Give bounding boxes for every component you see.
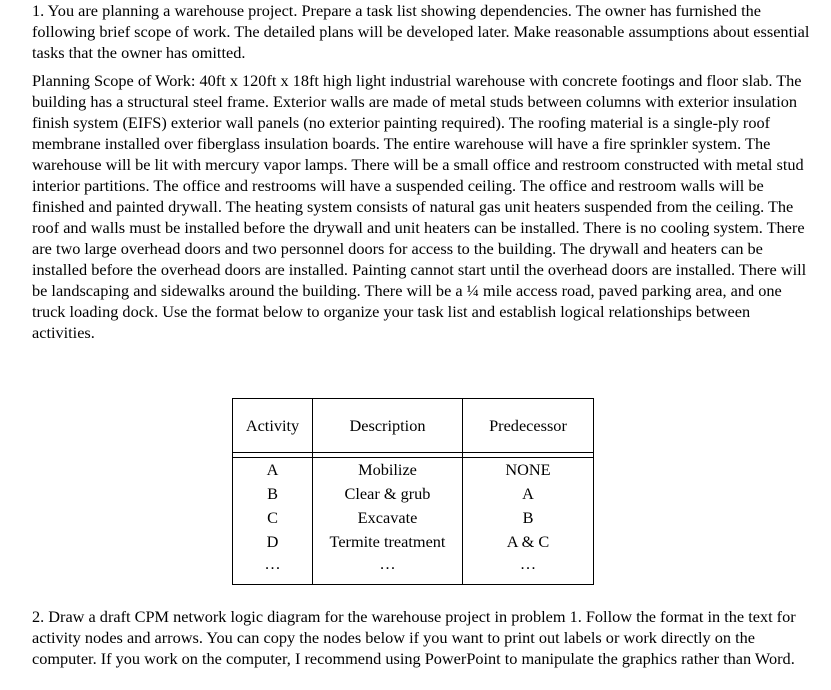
predecessor-cell: B xyxy=(463,506,594,530)
description-cell: Termite treatment xyxy=(313,530,463,554)
header-description: Description xyxy=(313,399,463,453)
activity-cell: D xyxy=(233,530,313,554)
activity-cell: C xyxy=(233,506,313,530)
activity-cell: B xyxy=(233,482,313,506)
description-cell: Clear & grub xyxy=(313,482,463,506)
table-row xyxy=(233,506,594,530)
scope-of-work: Planning Scope of Work: 40ft x 120ft x 18ft high light industrial warehouse with concrete footings and floor slab. The building has a structural steel frame. Exterior walls are made of metal studs between columns with exterior insulation finish system (EIFS) exterior wall panels (no exterior painting required). The roofing material is a single-ply roof membrane installed over fiberglass insulation boards. The entire warehouse will have a fire sprinkler system. The warehouse will be lit with mercury vapor lamps. There will be a small office and restroom constructed with metal stud interior partitions. The office and restrooms will have a suspended ceiling. The office and restroom walls will be finished and painted drywall. The heating system consists of natural gas unit heaters suspended from the ceiling. The roof and walls must be installed before the drywall and unit heaters can be installed. There is no cooling system. There are two large overhead doors and two personnel doors for access to the building. The drywall and heaters can be installed before the overhead doors are installed. Painting cannot start until the overhead doors are installed. There will be landscaping and sidewalks around the building. There will be a ¼ mile access road, paved parking area, and one truck loading dock. Use the format below to organize your task list and establish logical relationships between activities. xyxy=(32,71,807,342)
predecessor-cell: … xyxy=(463,554,594,585)
question-1-intro: 1. You are planning a warehouse project. Prepare a task list showing dependencies. The owner has furnished the following brief scope of work. The detailed plans will be developed later. Make reasonable assumptions about essential tasks that the owner has omitted. xyxy=(32,1,810,62)
predecessor-cell: A xyxy=(463,482,594,506)
predecessor-cell: NONE xyxy=(463,458,594,483)
table-row xyxy=(233,458,594,483)
table-row xyxy=(233,530,594,554)
activity-cell: A xyxy=(233,458,313,483)
table-row xyxy=(233,554,594,585)
header-predecessor: Predecessor xyxy=(463,399,594,453)
description-cell: Excavate xyxy=(313,506,463,530)
task-list-table xyxy=(232,398,594,585)
table-header-row xyxy=(233,399,594,453)
description-cell: … xyxy=(313,554,463,585)
activity-cell: … xyxy=(233,554,313,585)
description-cell: Mobilize xyxy=(313,458,463,483)
question-2-text: 2. Draw a draft CPM network logic diagram for the warehouse project in problem 1. Follow the format in the text for activity nodes and arrows. You can copy the nodes below if you want to print out labels or work directly on the computer. If you work on the computer, I recommend using PowerPoint to manipulate the graphics rather than Word. xyxy=(32,607,796,668)
header-activity: Activity xyxy=(233,399,313,453)
predecessor-cell: A & C xyxy=(463,530,594,554)
table-row xyxy=(233,482,594,506)
